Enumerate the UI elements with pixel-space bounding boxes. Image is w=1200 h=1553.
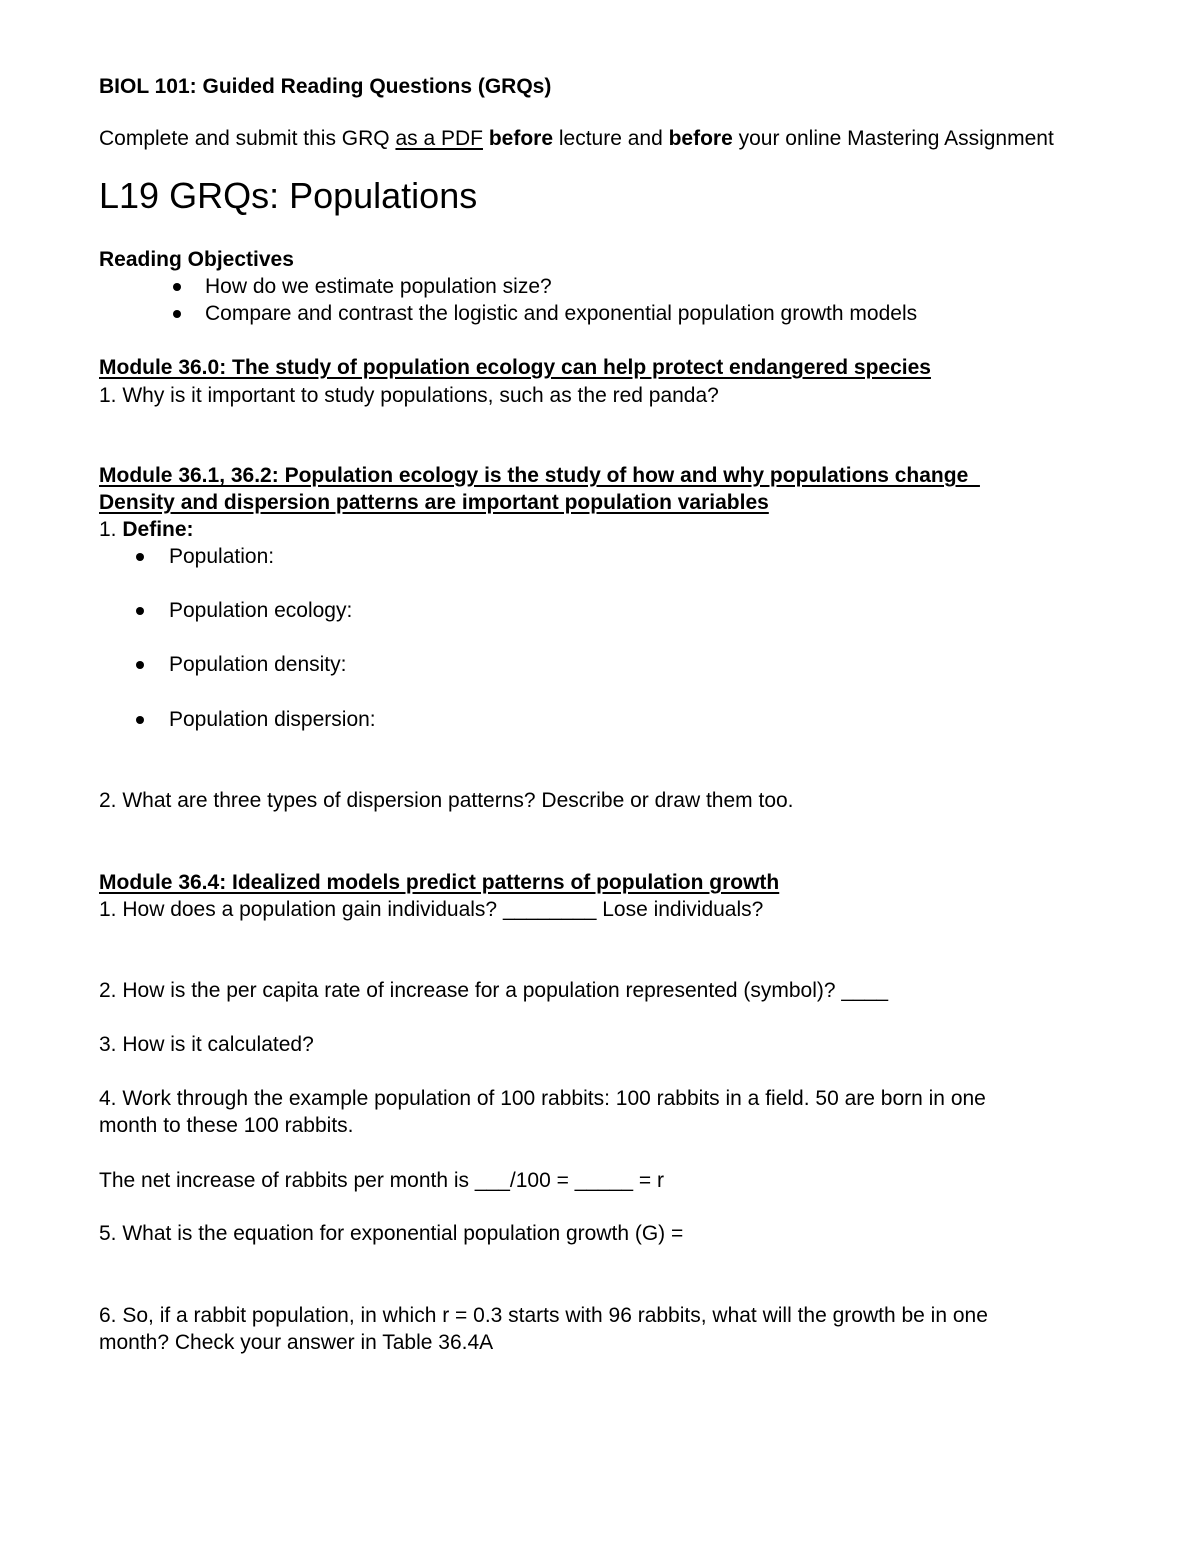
objective-item-text: Compare and contrast the logistic and exponential population growth models (205, 302, 918, 325)
define-item-text: Population ecology: (169, 599, 353, 622)
bullet-icon (136, 661, 144, 669)
define-item-text: Population: (169, 545, 275, 568)
module-36-4-question-2: 2. How is the per capita rate of increase for a population represented (symbol)? ____ (99, 979, 889, 1002)
bullet-icon (173, 310, 181, 318)
module-36-0-heading: Module 36.0: The study of population ecology can help protect endangered species (99, 356, 931, 379)
define-item (169, 543, 274, 570)
module-36-0-question-1: 1. Why is it important to study populations, such as the red panda? (99, 384, 719, 407)
net-increase-line: The net increase of rabbits per month is ___/100 = _____ = r (99, 1169, 665, 1192)
objective-item (205, 273, 552, 300)
module-36-1-heading-line-2: Density and dispersion patterns are important population variables (99, 491, 769, 514)
instructions (99, 125, 1054, 152)
define-item (169, 706, 376, 733)
instructions-text-3: your online Mastering Assignment (732, 127, 1054, 150)
instructions-text-1: Complete and submit this GRQ (99, 127, 396, 150)
question-number: 1. (99, 518, 123, 541)
module-36-4-question-6-line-1: 6. So, if a rabbit population, in which r = 0.3 starts with 96 rabbits, what will the growth be in one (99, 1304, 988, 1327)
instructions-text-2: lecture and (553, 127, 669, 150)
module-36-1-question-2: 2. What are three types of dispersion patterns? Describe or draw them too. (99, 789, 794, 812)
instructions-pdf-link: as a PDF (395, 127, 483, 150)
module-36-4-question-5: 5. What is the equation for exponential population growth (G) = (99, 1222, 684, 1245)
module-36-1-question-1 (99, 516, 194, 543)
module-36-4-question-6-line-2: month? Check your answer in Table 36.4A (99, 1331, 494, 1354)
module-36-4-question-4-line-2: month to these 100 rabbits. (99, 1114, 354, 1137)
instructions-before-2: before (668, 127, 733, 150)
course-title: BIOL 101: Guided Reading Questions (GRQs) (99, 75, 552, 98)
module-36-4-question-1: 1. How does a population gain individuals? ________ Lose individuals? (99, 898, 764, 921)
objectives-heading: Reading Objectives (99, 248, 294, 271)
bullet-icon (136, 716, 144, 724)
page-title: L19 GRQs: Populations (99, 175, 478, 216)
bullet-icon (136, 553, 144, 561)
module-36-4-heading: Module 36.4: Idealized models predict patterns of population growth (99, 871, 780, 894)
bullet-icon (136, 607, 144, 615)
module-36-1-heading-line-1: Module 36.1, 36.2: Population ecology is the study of how and why populations change (99, 464, 980, 487)
define-label: Define: (122, 518, 194, 541)
objective-item (205, 300, 917, 327)
module-36-4-question-4-line-1: 4. Work through the example population of 100 rabbits: 100 rabbits in a field. 50 are born in one (99, 1087, 986, 1110)
define-item-text: Population density: (169, 653, 347, 676)
bullet-icon (173, 283, 181, 291)
define-item (169, 651, 346, 678)
instructions-before-1: before (488, 127, 554, 150)
objective-item-text: How do we estimate population size? (205, 275, 552, 298)
module-36-4-question-3: 3. How is it calculated? (99, 1033, 314, 1056)
define-item (169, 597, 352, 624)
define-item-text: Population dispersion: (169, 708, 376, 731)
